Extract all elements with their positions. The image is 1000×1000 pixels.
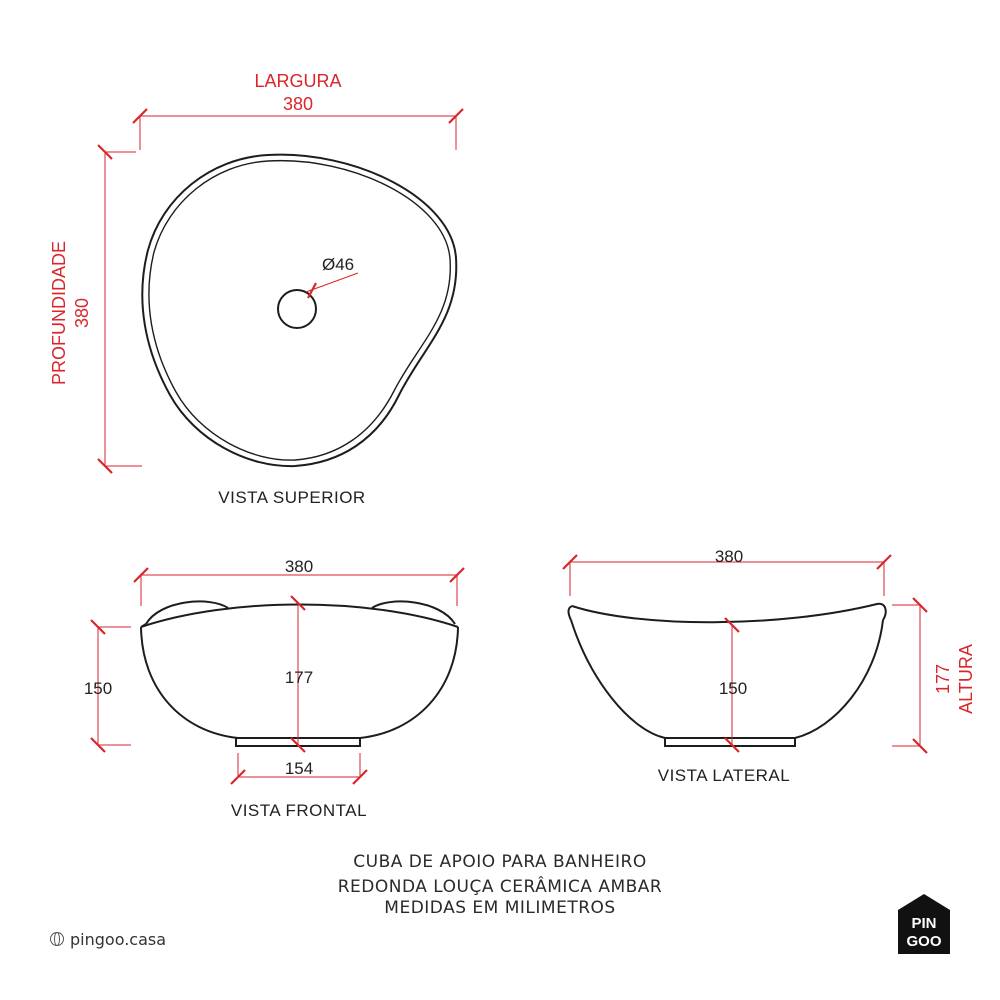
description-line-3: MEDIDAS EM MILIMETROS	[384, 898, 616, 918]
top-view-outer-outline	[142, 155, 456, 466]
side-view	[563, 547, 976, 785]
front-right-lobe	[372, 601, 455, 624]
width-value: 380	[282, 94, 314, 114]
brand-site-label: pingoo.casa	[70, 930, 167, 949]
side-rim	[572, 604, 886, 623]
top-view	[49, 71, 463, 507]
product-description	[0, 850, 1000, 921]
description-line-1: CUBA DE APOIO PARA BANHEIRO	[353, 852, 647, 872]
front-total-height-value: 177	[284, 668, 314, 687]
front-view-caption: VISTA FRONTAL	[230, 801, 368, 820]
depth-label: PROFUNDIDADE	[49, 240, 69, 386]
front-rim	[141, 605, 458, 628]
top-view-inner-outline	[149, 161, 450, 460]
front-width-value: 380	[284, 557, 314, 576]
description-line-2: REDONDA LOUÇA CERÂMICA AMBAR	[337, 877, 663, 897]
globe-icon	[50, 932, 64, 946]
depth-value: 380	[72, 297, 92, 329]
logo-bottom-text: GOO	[906, 933, 942, 950]
side-rim-left-cap	[569, 606, 573, 620]
front-left-lobe	[146, 601, 228, 624]
side-inner-height-value: 150	[718, 679, 748, 698]
drain-label: Ø46	[322, 255, 355, 274]
logo-top-text: PIN	[911, 915, 937, 932]
brand-site[interactable]	[50, 930, 166, 949]
side-height-value: 177	[933, 663, 953, 695]
pingoo-logo	[898, 894, 950, 954]
top-view-caption: VISTA SUPERIOR	[218, 488, 366, 507]
front-base-value: 154	[284, 759, 314, 778]
width-label: LARGURA	[254, 71, 342, 91]
side-width-value: 380	[714, 547, 744, 566]
side-view-caption: VISTA LATERAL	[657, 766, 791, 785]
front-inner-height-value: 150	[83, 679, 113, 698]
front-view	[84, 557, 464, 820]
side-height-label: ALTURA	[956, 644, 976, 714]
